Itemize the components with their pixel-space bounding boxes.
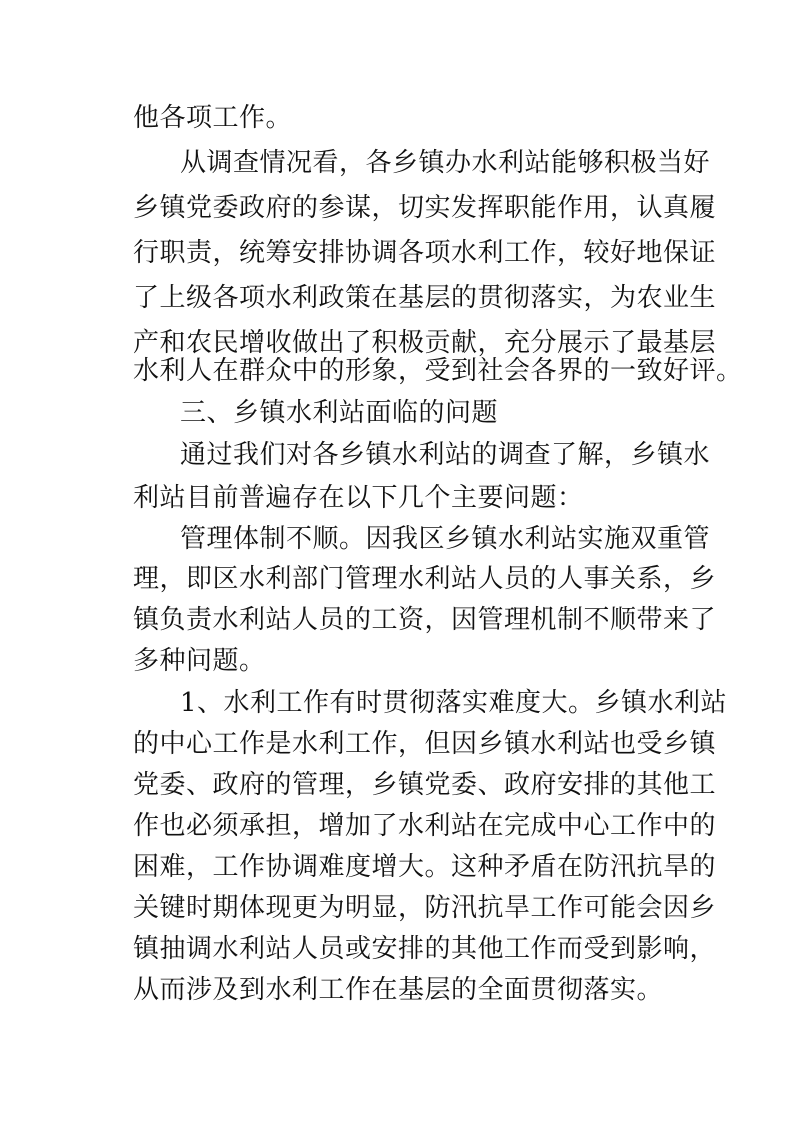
text-line: 从而涉及到水利工作在基层的全面贯彻落实。 (133, 975, 664, 1005)
text-line: 的中心工作是水利工作，但因乡镇水利站也受乡镇 (133, 729, 717, 759)
text-line: 党委、政府的管理，乡镇党委、政府安排的其他工 (133, 770, 717, 800)
text-line: 困难，工作协调难度增大。这种矛盾在防汛抗旱的 (133, 852, 717, 882)
text-line: 水利人在群众中的形象，受到社会各界的一致好评。 (133, 356, 743, 386)
text-line: 了上级各项水利政策在基层的贯彻落实，为农业生 (133, 283, 717, 313)
text-line: 作也必须承担，增加了水利站在完成中心工作中的 (133, 811, 717, 841)
text-line: 关键时期体现更为明显，防汛抗旱工作可能会因乡 (133, 893, 717, 923)
text-line: 乡镇党委政府的参谋，切实发挥职能作用，认真履 (133, 193, 717, 223)
section-heading: 三、乡镇水利站面临的问题 (180, 398, 499, 428)
paragraph-first-line: 1、水利工作有时贯彻落实难度大。乡镇水利站 (180, 688, 728, 718)
text-line: 理，即区水利部门管理水利站人员的人事关系，乡 (133, 564, 717, 594)
text-line: 他各项工作。 (133, 103, 293, 133)
paragraph-first-line: 通过我们对各乡镇水利站的调查了解，乡镇水 (180, 440, 711, 470)
text-line: 镇抽调水利站人员或安排的其他工作而受到影响， (133, 934, 717, 964)
text-line: 多种问题。 (133, 646, 266, 676)
text-line: 镇负责水利站人员的工资，因管理机制不顺带来了 (133, 605, 717, 635)
paragraph-first-line: 管理体制不顺。因我区乡镇水利站实施双重管 (180, 524, 711, 554)
text-line: 利站目前普遍存在以下几个主要问题： (133, 483, 584, 513)
text-line: 行职责，统筹安排协调各项水利工作，较好地保证 (133, 238, 717, 268)
text-line: 产和农民增收做出了积极贡献，充分展示了最基层 (133, 328, 717, 358)
paragraph-first-line: 从调查情况看，各乡镇办水利站能够积极当好 (180, 148, 711, 178)
